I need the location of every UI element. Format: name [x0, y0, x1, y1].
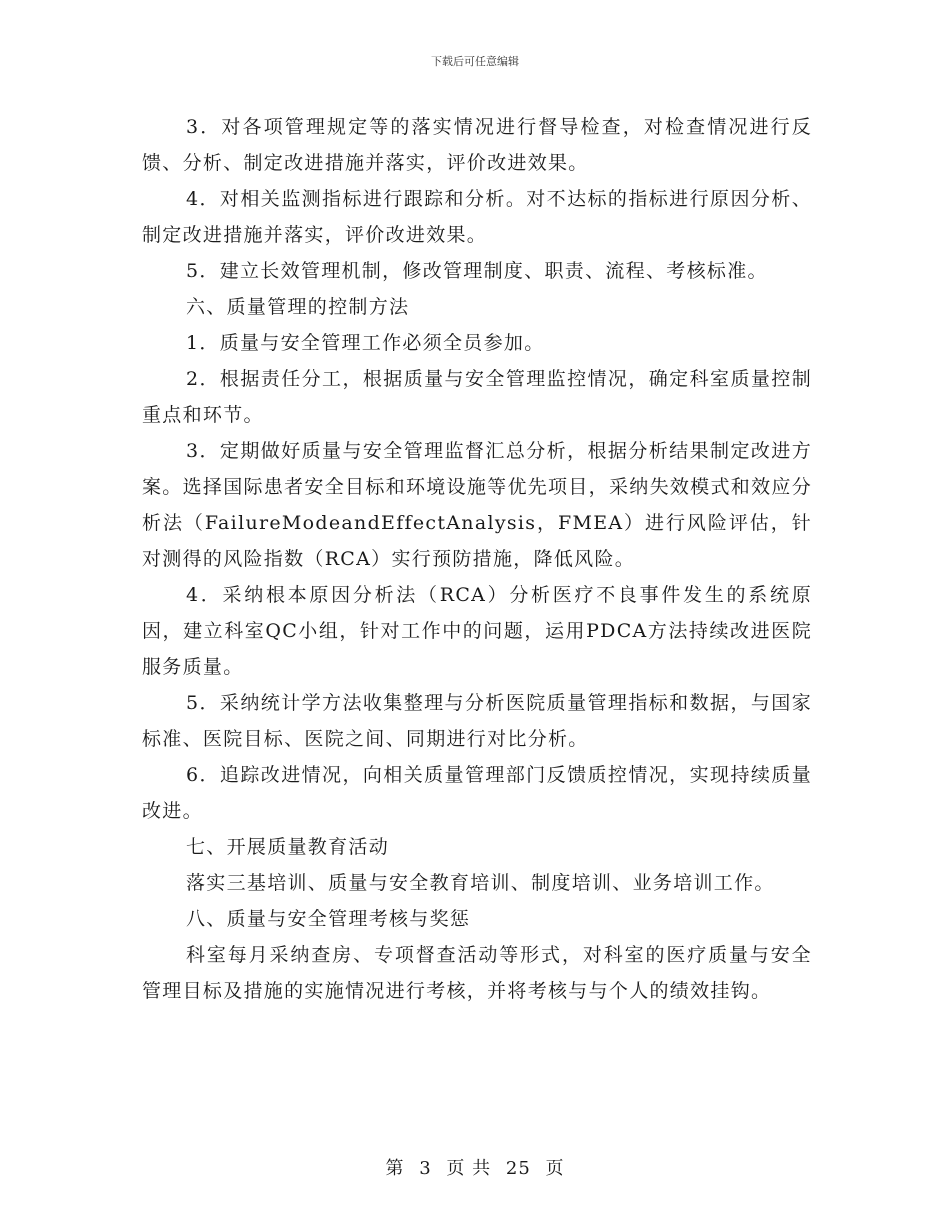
footer-suffix: 页	[545, 1158, 565, 1179]
section-heading-6: 六、质量管理的控制方法	[186, 296, 410, 318]
paragraph-item-4: 4．对相关监测指标进行跟踪和分析。对不达标的指标进行原因分析、制定改进措施并落实，评价改进效果。	[142, 188, 812, 246]
page-header-note: 下载后可任意编辑	[431, 55, 519, 68]
footer-prefix: 第	[385, 1158, 405, 1179]
footer-middle: 页 共	[446, 1158, 492, 1179]
paragraph-item-5b: 5．采纳统计学方法收集整理与分析医院质量管理指标和数据，与国家标准、医院目标、医院之间、同期进行对比分析。	[142, 692, 812, 750]
paragraph-item-1: 1．质量与安全管理工作必须全员参加。	[186, 332, 545, 354]
page-footer	[0, 1154, 950, 1180]
paragraph-training: 落实三基培训、质量与安全教育培训、制度培训、业务培训工作。	[186, 872, 775, 894]
document-body	[142, 109, 812, 1009]
paragraph-item-2: 2．根据责任分工，根据质量与安全管理监控情况，确定科室质量控制重点和环节。	[142, 368, 812, 426]
section-heading-8: 八、质量与安全管理考核与奖惩	[186, 908, 471, 930]
section-heading-7: 七、开展质量教育活动	[186, 836, 390, 858]
paragraph-assessment: 科室每月采纳查房、专项督查活动等形式，对科室的医疗质量与安全管理目标及措施的实施情况进行考核，并将考核与与个人的绩效挂钩。	[142, 944, 812, 1002]
paragraph-item-3: 3．对各项管理规定等的落实情况进行督导检查，对检查情况进行反馈、分析、制定改进措施并落实，评价改进效果。	[142, 116, 812, 174]
footer-total-pages: 25	[505, 1158, 531, 1179]
paragraph-item-6: 6．追踪改进情况，向相关质量管理部门反馈质控情况，实现持续质量改进。	[142, 764, 812, 822]
paragraph-item-3b: 3．定期做好质量与安全管理监督汇总分析，根据分析结果制定改进方案。选择国际患者安全目标和环境设施等优先项目，采纳失效模式和效应分析法（FailureModeandEffectAnalysis，FMEA）进行风险评估，针对测得的风险指数（RCA）实行预防措施，降低风险。	[142, 440, 812, 570]
paragraph-item-5: 5．建立长效管理机制，修改管理制度、职责、流程、考核标准。	[186, 260, 768, 282]
paragraph-item-4b: 4．采纳根本原因分析法（RCA）分析医疗不良事件发生的系统原因，建立科室QC小组，针对工作中的问题，运用PDCA方法持续改进医院服务质量。	[142, 584, 812, 678]
footer-page-number: 3	[419, 1158, 432, 1179]
